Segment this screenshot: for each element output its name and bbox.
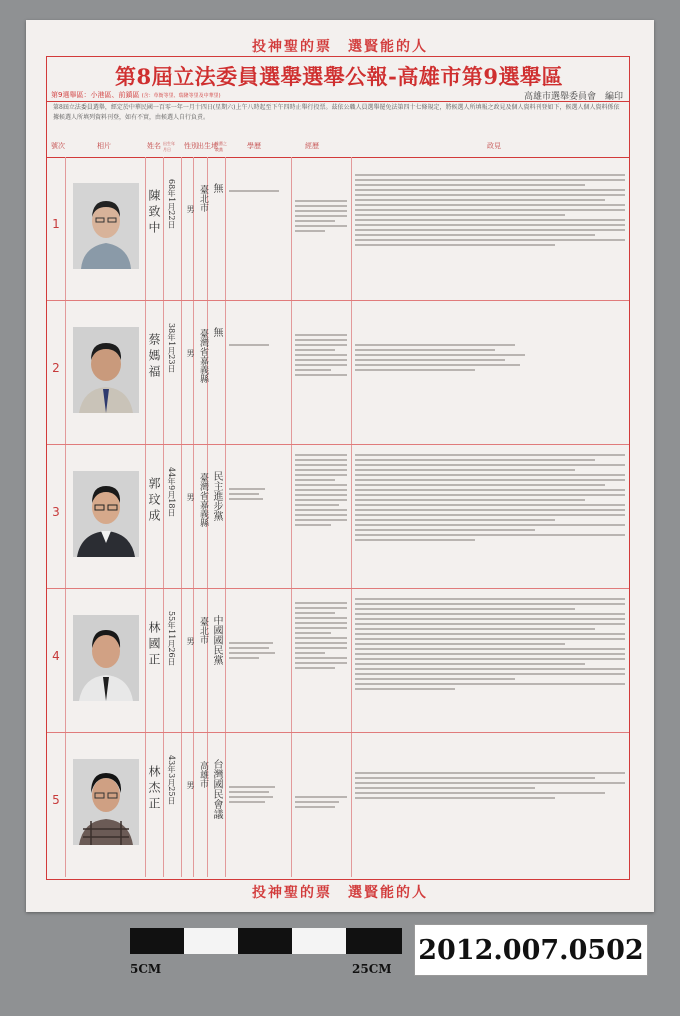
- candidate-row: [47, 157, 629, 301]
- column-header: 號次: [51, 142, 65, 150]
- column-header: 性別: [184, 142, 198, 150]
- scale-segment: [346, 928, 402, 954]
- candidate-birthdate: 43年3月25日: [167, 755, 176, 805]
- education-text: [229, 639, 287, 662]
- district-info: [51, 90, 221, 100]
- education-text: [229, 783, 287, 806]
- candidate-number: 3: [52, 505, 60, 519]
- candidate-birthplace: 高雄市: [198, 761, 208, 788]
- column-header: 出生地: [197, 142, 218, 150]
- candidate-row: [47, 445, 629, 589]
- scale-right-label: 25CM: [352, 962, 392, 976]
- candidate-number: 1: [52, 217, 60, 231]
- candidate-party: 無: [211, 183, 222, 193]
- candidate-gender: 男: [186, 637, 195, 645]
- candidate-name: 蔡媽福: [147, 333, 161, 381]
- candidate-photo: [73, 471, 139, 557]
- candidate-photo: [73, 759, 139, 845]
- publisher-label: 高雄市選舉委員會 編印: [523, 92, 623, 102]
- column-header: 經歷: [305, 142, 319, 150]
- candidate-name: 林國正: [147, 621, 161, 669]
- scale-segment: [292, 928, 346, 954]
- candidate-rows: [47, 157, 629, 877]
- experience-text: [295, 451, 347, 529]
- candidate-gender: 男: [186, 781, 195, 789]
- candidate-party: 無: [211, 327, 222, 337]
- district-note: (含：草衙等里、瑞隆等里及中華里): [141, 93, 221, 99]
- column-header: 相片: [97, 142, 111, 150]
- platform-text: [355, 451, 625, 544]
- district-label: 第9選舉區：小港區、前鎮區: [51, 91, 140, 99]
- bulletin-frame: [46, 56, 630, 880]
- column-headers: [47, 137, 629, 158]
- candidate-name: 陳致中: [147, 189, 161, 237]
- education-text: [229, 341, 287, 349]
- platform-text: [355, 171, 625, 249]
- candidate-birthplace: 臺北市: [198, 617, 208, 644]
- candidate-row: [47, 301, 629, 445]
- candidate-birthdate: 38年1月23日: [167, 323, 176, 373]
- candidate-birthplace: 臺灣省嘉義縣: [198, 329, 208, 383]
- accession-number-label: 2012.007.0502: [414, 924, 648, 976]
- candidate-name: 林杰正: [147, 765, 161, 813]
- candidate-birthdate: 44年9月18日: [167, 467, 176, 517]
- candidate-name: 郭玟成: [147, 477, 161, 525]
- bulletin-title: 第8屆立法委員選舉選舉公報-高雄市第9選舉區: [115, 64, 563, 89]
- candidate-number: 2: [52, 361, 60, 375]
- scale-left-label: 5CM: [130, 962, 162, 976]
- candidate-photo: [73, 183, 139, 269]
- scale-segment: [184, 928, 238, 954]
- candidate-birthplace: 臺北市: [198, 185, 208, 212]
- scale-segment: [238, 928, 292, 954]
- title-divider: [47, 101, 629, 102]
- candidate-party: 民主進步黨: [211, 471, 222, 521]
- candidate-birthdate: 55年11月26日: [167, 611, 176, 666]
- candidate-birthplace: 臺灣省嘉義縣: [198, 473, 208, 527]
- candidate-photo: [73, 327, 139, 413]
- candidate-row: [47, 733, 629, 877]
- education-text: [229, 187, 287, 195]
- experience-text: [295, 599, 347, 672]
- column-header: 姓名: [147, 142, 161, 150]
- platform-text: [355, 769, 625, 802]
- candidate-gender: 男: [186, 349, 195, 357]
- intro-paragraph: 第8屆立法委員選舉，經定於中華民國一百零一年一月十四日(星期六)上午八時起至下午四時止舉行投票。茲依公職人員選舉罷免法第四十七條規定，將候選人所填報之政見及個人資料刊登如下，候選人個人資料係依據候選人所填列資料刊登，如有不實，由候選人自行負責。: [53, 104, 620, 121]
- column-header: 推薦之政黨: [215, 141, 227, 152]
- candidate-party: 中國國民黨: [211, 615, 222, 665]
- platform-text: [355, 341, 625, 374]
- candidate-gender: 男: [186, 205, 195, 213]
- candidate-number: 4: [52, 649, 60, 663]
- candidate-row: [47, 589, 629, 733]
- bottom-slogan: 投神聖的票 選賢能的人: [252, 885, 428, 901]
- candidate-party: 台灣國民會議: [211, 759, 222, 819]
- scale-segment: [130, 928, 184, 954]
- platform-text: [355, 595, 625, 693]
- candidate-birthdate: 68年1月22日: [167, 179, 176, 229]
- candidate-number: 5: [52, 793, 60, 807]
- experience-text: [295, 331, 347, 379]
- top-slogan: 投神聖的票 選賢能的人: [252, 39, 428, 55]
- election-bulletin-sheet: [26, 20, 654, 912]
- column-header: 出生年月日: [163, 141, 175, 152]
- experience-text: [295, 197, 347, 235]
- education-text: [229, 485, 287, 503]
- column-header: 政見: [487, 142, 501, 150]
- column-header: 學歷: [247, 142, 261, 150]
- candidate-photo: [73, 615, 139, 701]
- experience-text: [295, 793, 347, 811]
- candidate-gender: 男: [186, 493, 195, 501]
- measurement-scale: [130, 928, 402, 980]
